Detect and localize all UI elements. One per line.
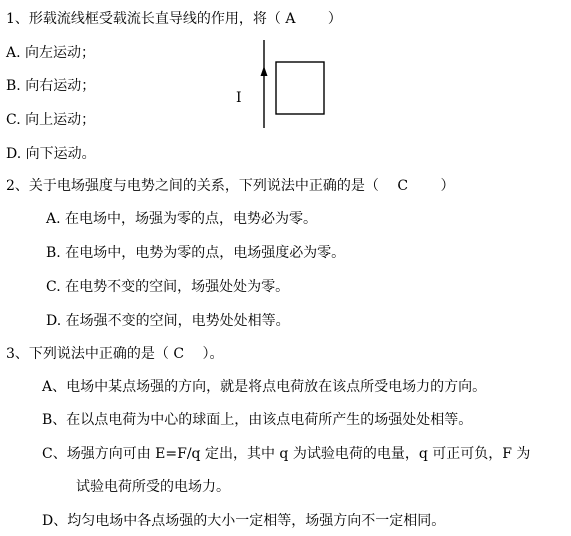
question-3-option-b: B、在以点电荷为中心的球面上，由该点电荷所产生的场强处处相等。	[42, 412, 473, 428]
question-2-text: 2、关于电场强度与电势之间的关系，下列说法中正确的是（ C ）	[6, 178, 455, 194]
rectangular-loop	[276, 62, 324, 114]
question-2-option-b: B. 在电场中，电势为零的点，电场强度必为零。	[46, 245, 346, 261]
question-2-option-a: A. 在电场中，场强为零的点，电势必为零。	[46, 211, 318, 227]
question-3-option-c-continued: 试验电荷所受的电场力。	[76, 479, 230, 495]
wire-and-loop-figure	[232, 38, 332, 130]
question-1-option-c: C. 向上运动；	[6, 112, 96, 128]
current-arrow-icon	[261, 66, 268, 76]
question-2-option-d: D. 在场强不变的空间，电势处处相等。	[46, 313, 290, 329]
question-3-text: 3、下列说法中正确的是（ C ）。	[6, 346, 224, 362]
question-3-option-a: A、电场中某点场强的方向，就是将点电荷放在该点所受电场力的方向。	[42, 379, 487, 395]
question-1-option-d: D. 向下运动。	[6, 146, 96, 162]
question-1-option-b: B. 向右运动；	[6, 78, 96, 94]
wire-loop-diagram	[232, 38, 332, 130]
question-3-option-c: C、场强方向可由 E=F/q 定出，其中 q 为试验电荷的电量，q 可正可负，F 为	[42, 446, 531, 462]
question-1-text: 1、形载流线框受载流长直导线的作用，将（ A ）	[6, 11, 342, 27]
question-2-option-c: C. 在电势不变的空间，场强处处为零。	[46, 279, 290, 295]
question-3-option-d: D、均匀电场中各点场强的大小一定相等，场强方向不一定相同。	[42, 513, 446, 529]
current-label: I	[236, 90, 242, 106]
question-1-option-a: A. 向左运动；	[6, 45, 96, 61]
